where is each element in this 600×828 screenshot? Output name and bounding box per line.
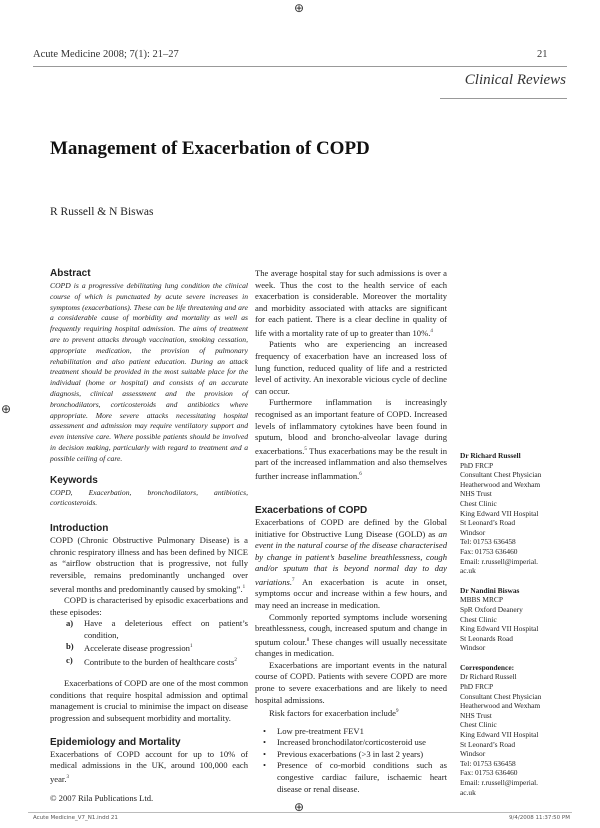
intro-list bbox=[50, 618, 248, 668]
header-rule bbox=[33, 66, 567, 67]
author-info-sidebar bbox=[460, 451, 560, 797]
author-line: Email: r.russell@imperial. bbox=[460, 556, 539, 566]
author-line: Windsor bbox=[460, 643, 486, 653]
author-block-2 bbox=[460, 586, 560, 653]
slug-rule bbox=[28, 812, 572, 813]
exacerbations-section bbox=[255, 505, 447, 795]
epidemiology-p1-continued: The average hospital stay for such admissions is over a week. Thus the cost to the health service of each exacerbation is considerable. Moreover the mortality and morbidity associated with attacks are significant for each patient. There is a clear decline in quality of life with a mortality rate of up to greater than 10%. bbox=[255, 268, 447, 338]
author-line: NHS Trust bbox=[460, 710, 492, 720]
list-item: • Low pre-treatment FEV1 bbox=[255, 726, 447, 738]
author-line: Chest Clinic bbox=[460, 498, 497, 508]
author-line: Email: r.russell@imperial. bbox=[460, 778, 539, 787]
introduction-body bbox=[50, 535, 248, 724]
exacerbations-paragraph-4: Risk factors for exacerbation include bbox=[269, 708, 396, 719]
exacerbations-paragraph-2: Commonly reported symptoms include worsening breathlessness, cough, increased sputum and change in sputum colour. bbox=[255, 611, 447, 647]
author-line: Consultant Chest Physician bbox=[460, 470, 542, 480]
epidemiology-ref-3: 5 bbox=[304, 446, 307, 452]
correspondence-block bbox=[460, 663, 560, 797]
intro-paragraph-2: COPD is characterised by episodic exacerbations and these episodes: bbox=[50, 594, 248, 617]
author-line: King Edward VII Hospital bbox=[460, 624, 539, 634]
exacerbations-body bbox=[255, 517, 447, 795]
exacerbations-ref-8: 8 bbox=[306, 637, 310, 643]
epidemiology-paragraph-2: Patients who are experiencing an increased frequency of exacerbation have an increased loss of lung function, reduced quality of life and a restricted level of activity. An inexorable vicious cycle of decline can occur. bbox=[255, 339, 447, 396]
author-line: Heatherwood and Wexham bbox=[460, 701, 541, 711]
epidemiology-ref-2: 4 bbox=[430, 328, 433, 334]
author-name: Dr Richard Russell bbox=[460, 451, 521, 460]
epidemiology-ref-4: 6 bbox=[359, 471, 362, 477]
copyright: © 2007 Rila Publications Ltd. bbox=[50, 793, 154, 804]
epidemiology-start bbox=[50, 749, 248, 786]
list-ref: 1 bbox=[189, 644, 193, 650]
author-line: Fax: 01753 636460 bbox=[460, 768, 518, 778]
page-number: 21 bbox=[537, 49, 548, 60]
gold-definition: an event in the natural course of the disease characterised by change in patient’s baseline breathlessness, cough and/or sputum that is beyond normal day to day variations. bbox=[255, 528, 447, 587]
author-line: Dr Richard Russell bbox=[460, 672, 517, 682]
author-line: Tel: 01753 636458 bbox=[460, 758, 516, 768]
exacerbations-p2-continued: These changes will usually necessitate changes in medication. bbox=[255, 636, 447, 659]
print-slug-right: 9/4/2008 11:37:50 PM bbox=[509, 815, 570, 821]
list-text: Accelerate disease progression bbox=[84, 643, 190, 654]
author-line: ac.uk bbox=[460, 787, 476, 797]
epidemiology-heading: Epidemiology and Mortality bbox=[50, 736, 181, 748]
epidemiology-continued bbox=[255, 268, 447, 482]
author-line: Chest Clinic bbox=[460, 614, 497, 624]
list-text: Have a deleterious effect on patient’s condition, bbox=[84, 618, 248, 640]
epidemiology-paragraph-3: Furthermore inflammation is increasingly recognised as an important feature of COPD. Increased levels of inflammatory cytokines have been found in sputum, blood and broncho-alveolar lavage during exacerbations. bbox=[255, 397, 447, 456]
exacerbations-ref-7: 7 bbox=[292, 577, 295, 583]
author-line: NHS Trust bbox=[460, 489, 492, 499]
author-line: Windsor bbox=[460, 527, 486, 537]
article-title: Management of Exacerbation of COPD bbox=[50, 138, 370, 159]
author-line: SpR Oxford Deanery bbox=[460, 604, 523, 614]
exacerbations-ref-9: 9 bbox=[395, 709, 399, 715]
keywords-heading: Keywords bbox=[50, 474, 98, 486]
registration-mark-left: ⊕ bbox=[1, 402, 12, 416]
list-item: • Presence of co-morbid conditions such as congestive cardiac failure, ischaemic heart disease or renal disease. bbox=[255, 760, 447, 795]
article-authors: R Russell & N Biswas bbox=[50, 206, 154, 218]
risk-factor-list bbox=[255, 726, 447, 796]
author-block-1 bbox=[460, 451, 560, 576]
keywords-text: COPD, Exacerbation, bronchodilators, antibiotics, corticosteroids. bbox=[50, 487, 248, 508]
left-column bbox=[50, 268, 248, 805]
author-line: St Leonard’s Road bbox=[460, 739, 516, 749]
middle-column bbox=[255, 268, 447, 482]
author-line: Heatherwood and Wexham bbox=[460, 479, 541, 489]
author-line: King Edward VII Hospital bbox=[460, 730, 539, 740]
author-line: Consultant Chest Physician bbox=[460, 691, 542, 701]
print-slug-left: Acute Medicine_V7_N1.indd 21 bbox=[33, 815, 118, 821]
author-line: ac.uk bbox=[460, 566, 476, 576]
list-item bbox=[66, 641, 248, 654]
author-line: MBBS MRCP bbox=[460, 595, 503, 605]
registration-mark-top: ⊕ bbox=[294, 1, 305, 15]
registration-mark-bottom: ⊕ bbox=[294, 800, 305, 814]
author-line: King Edward VII Hospital bbox=[460, 508, 539, 518]
epidemiology-paragraph-1: Exacerbations of COPD account for up to 10% of medical admissions in the UK, around 100,000 each year. bbox=[50, 748, 248, 784]
correspondence-label: Correspondence: bbox=[460, 662, 515, 672]
exacerbations-heading: Exacerbations of COPD bbox=[255, 505, 368, 516]
intro-paragraph-3: Exacerbations of COPD are one of the most common conditions that require hospital admission and optimal management is crucial to minimise the impact on disease progression and subsequent morbidity and mortality. bbox=[50, 678, 248, 724]
author-line: Fax: 01753 636460 bbox=[460, 546, 518, 556]
author-name: Dr Nandini Biswas bbox=[460, 585, 520, 595]
abstract-text: COPD is a progressive debilitating lung condition the clinical course of which is punctuated by acute severe increases in symptoms (exacerbations). These can be life threatening and are a considerable cause of morbidity and mortality as well as frequently requiring hospital admission. The aims of treatment are to prevent attacks through vaccination, smoking cessation, appropriate medication, the provision of pulmonary rehabilitation and also patient education. During an attack treatment should be provided in the most suitable place for the individual (home or hospital) and consists of an accurate diagnosis, clinical assessment and the provision of bronchodilators, corticosteroids and antibiotics where appropriate. More severe attacks necessitating hospital assessment and admission may require ventilatory support and even intensive care. Where possible patients should be involved in decision making, particularly with regard to treatment and a possible ceiling of care. bbox=[50, 281, 248, 463]
author-line: Windsor bbox=[460, 749, 486, 759]
section-label: Clinical Reviews bbox=[464, 72, 566, 88]
abstract-heading: Abstract bbox=[50, 268, 91, 279]
journal-reference: Acute Medicine 2008; 7(1): 21–27 bbox=[33, 49, 179, 60]
epidemiology-ref-1: 3 bbox=[66, 774, 69, 780]
exacerbations-paragraph-3: Exacerbations are important events in the natural course of COPD. Patients with severe COPD are more prone to severe exacerbations and are likely to need hospital admissions. bbox=[255, 659, 447, 705]
exacerbations-p1-start: Exacerbations of COPD are defined by the Global initiative for Obstructive Lung Disease (GOLD) as bbox=[255, 517, 447, 539]
author-line: Chest Clinic bbox=[460, 720, 497, 730]
author-line: PhD FRCP bbox=[460, 460, 494, 470]
list-item: • Previous exacerbations (>3 in last 2 years) bbox=[255, 749, 447, 761]
list-item: • Increased bronchodilator/corticosteroid use bbox=[255, 737, 447, 749]
list-ref: 2 bbox=[234, 657, 237, 663]
list-marker: b) bbox=[66, 641, 74, 652]
epidemiology-p3-continued: Thus exacerbations may be the result in part of the increased inflammation and also themselves further increase inflammation. bbox=[255, 445, 447, 481]
author-line: PhD FRCP bbox=[460, 682, 494, 692]
list-item bbox=[66, 655, 248, 668]
list-marker: c) bbox=[66, 654, 73, 665]
intro-ref-1: 1 bbox=[242, 584, 246, 590]
author-line: St Leonard’s Road bbox=[460, 518, 516, 528]
exacerbations-p1-end: An exacerbation is acute in onset, symptoms occur and increase within a few hours, and may need an increase in medication. bbox=[255, 576, 447, 611]
introduction-heading: Introduction bbox=[50, 523, 109, 535]
list-marker: a) bbox=[66, 618, 74, 629]
intro-paragraph-1: COPD (Chronic Obstructive Pulmonary Disease) is a chronic respiratory illness and has been defined by NICE as “airflow obstruction that is progressive, not fully reversible, remains predominantly unchanged over several months and predominantly caused by smoking”. bbox=[50, 535, 248, 594]
author-line: Tel: 01753 636458 bbox=[460, 537, 516, 547]
author-line: St Leonards Road bbox=[460, 633, 513, 643]
list-text: Contribute to the burden of healthcare costs bbox=[84, 656, 235, 667]
section-rule bbox=[440, 98, 567, 99]
list-item bbox=[66, 618, 248, 641]
